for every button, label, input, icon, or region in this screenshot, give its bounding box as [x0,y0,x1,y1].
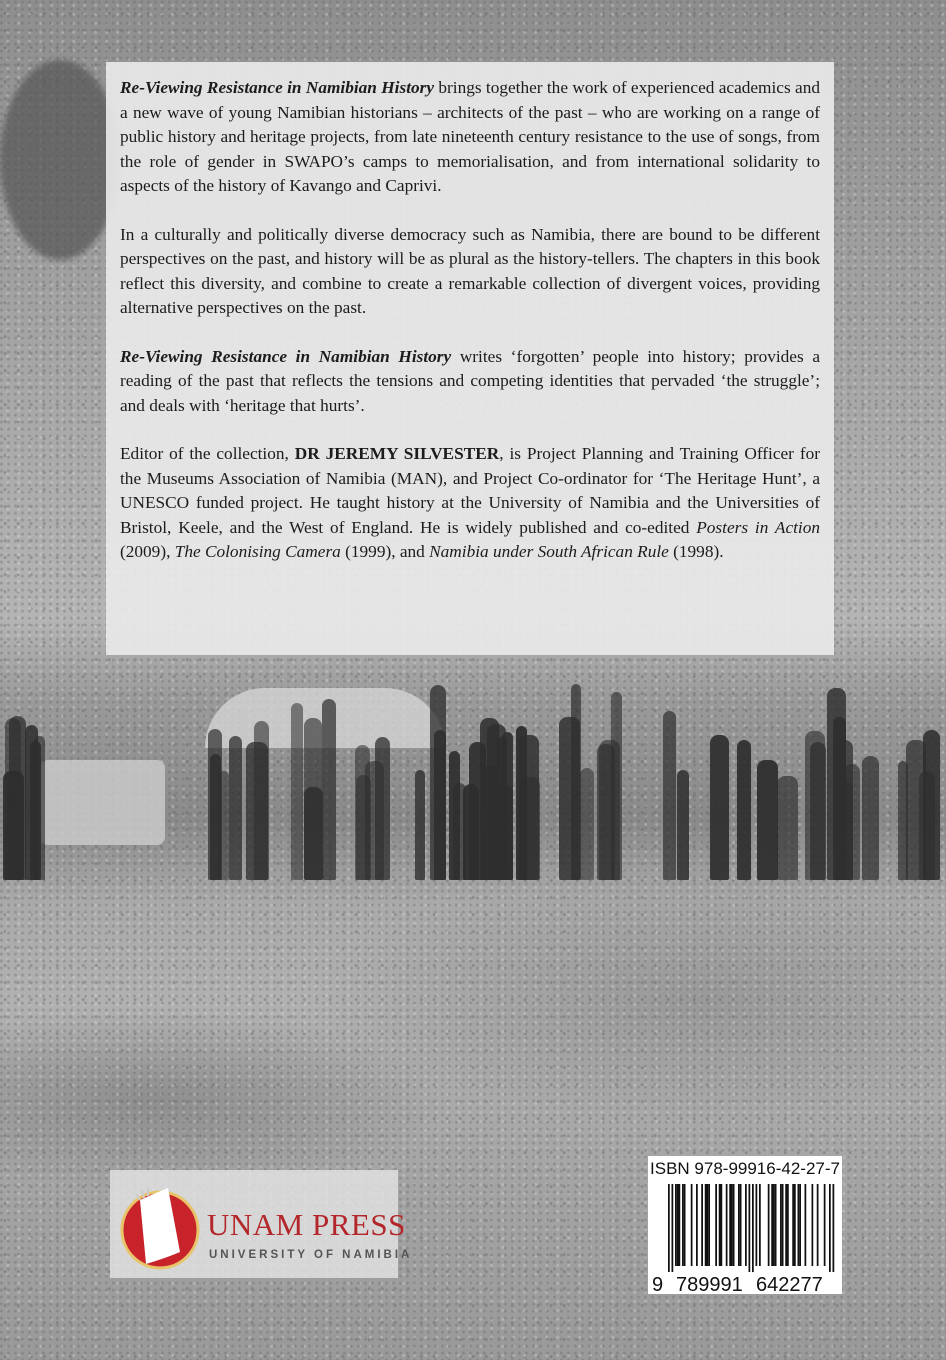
barcode-bar [733,1184,735,1266]
crowd-figure [842,782,853,880]
crowd-figure [519,735,540,880]
crowd-figure [375,737,390,880]
barcode-bar [738,1184,740,1266]
crowd-figure [291,703,303,880]
barcode-bar [773,1184,775,1266]
crowd-figure [757,760,777,880]
publisher-subtitle: UNIVERSITY OF NAMIBIA [209,1249,413,1261]
barcode-bar [708,1184,710,1266]
isbn-label: ISBN 978-99916-42-27-7 [650,1159,840,1178]
barcode-bar [701,1184,703,1266]
barcode-bar [805,1184,807,1266]
book-title: Re-Viewing Resistance in Namibian History [120,78,435,97]
cover-photo-crowd [0,680,946,900]
bio-text: (2009), [120,542,175,561]
paragraph-text: writes ‘forgotten’ people into history; provides a reading of the past that reflects the tensions and competing identities that pervaded ‘the struggle’; and deals with ‘heritage that hurts’. [120,346,821,415]
barcode-bar [768,1184,770,1266]
barcode-bar [780,1184,782,1266]
crowd-figure [599,740,620,880]
barcode-bar [817,1184,819,1266]
paragraph-text: brings together the work of experienced academics and a new wave of young Namibian historians – architects of the past – who are working on a range of public history and heritage projects, from late nineteenth century resistance to the use of songs, from the role of gender in SWAPO’s camps to memorialisation, and from international solidarity to aspects of the history of Kavango and Caprivi. [120,78,820,195]
barcode-bar [731,1184,733,1266]
barcode-bar [675,1184,677,1266]
barcode-bar [759,1184,761,1266]
barcode-bar [749,1184,751,1272]
crowd-figure [571,684,581,880]
barcode-bar [833,1184,835,1272]
crowd-figure [737,740,751,880]
book-emblem-icon [118,1180,206,1270]
editor-name: DR JEREMY SILVESTER [294,444,500,463]
bio-text: Editor of the collection, [120,444,295,463]
barcode-bar [691,1184,693,1266]
crowd-figure [25,725,38,880]
barcode-bar [677,1184,679,1266]
crowd-figure [304,718,322,880]
blurb-paragraph-3 [120,345,820,419]
barcode-bar [707,1184,709,1266]
crowd-figure [322,699,336,880]
bio-text: , is Project Planning and Training Officer for the Museums Association of Namibia (MAN), and Project Co-ordinator for ‘The Heritage Hunt’, a UNESCO funded project. He taught history at the University of Namibia and the Universities of Bristol, Keele, and the West of England. He is widely published and co-edited [120,444,820,537]
crowd-figure [677,770,690,880]
barcode-bar [721,1184,723,1266]
barcode-bar [740,1184,742,1266]
barcode-bar [682,1184,684,1266]
crowd-figure [805,731,825,880]
publisher-name: UNAM PRESS [207,1207,406,1242]
crowd-figure [229,736,242,880]
barcode-bar [829,1184,831,1272]
book-title: Re-Viewing Resistance in Namibian History [120,346,452,366]
barcode-bar [812,1184,814,1266]
bio-text: (1998). [668,542,724,561]
blurb-panel [106,62,834,655]
barcode-bar [824,1184,826,1266]
barcode-bar [782,1184,784,1266]
book-reference: Namibia under South African Rule [429,542,669,561]
crowd-figure [415,770,425,880]
crowd-figure [502,732,513,880]
crowd-figure [777,776,798,880]
crowd-figure [923,730,941,880]
crowd-figure [710,735,729,880]
barcode-digits: 789991 [676,1274,743,1294]
crowd-figure [463,784,479,880]
barcode-bar [798,1184,800,1266]
barcode-bar [756,1184,758,1266]
blurb-paragraph-2 [120,223,820,321]
barcode-bar [684,1184,686,1266]
barcode-bar [679,1184,681,1266]
barcode-bar [799,1184,801,1266]
barcode-digits: 642277 [756,1274,823,1294]
barcode-bar [785,1184,787,1266]
barcode-bar [787,1184,789,1266]
isbn-barcode [648,1156,842,1294]
barcode-bar [729,1184,731,1266]
crowd-figure [580,768,594,880]
crowd-figure [663,711,676,880]
barcode-bar [752,1184,754,1272]
bio-text: (1999), and [340,542,430,561]
blurb-paragraph-1 [120,76,820,199]
barcode-bar [719,1184,721,1266]
barcode-bars [648,1182,842,1294]
barcode-bar [775,1184,777,1266]
barcode-bar [794,1184,796,1266]
crowd-figure [480,718,499,880]
editor-bio [120,442,820,565]
tree [0,60,120,260]
barcode-bar [668,1184,670,1272]
barcode-bar [696,1184,698,1266]
book-reference: Posters in Action [696,517,820,537]
barcode-bar [672,1184,674,1272]
barcode-bar [771,1184,773,1266]
crowd-figure [210,754,221,880]
paragraph-text: In a culturally and politically diverse democracy such as Namibia, there are bound to be different perspectives on the past, and history will be as plural as the history-tellers. The chapters in this book reflect this diversity, and combine to create a remarkable collection of divergent voices, providing alternative perspectives on the past. [120,224,820,317]
barcode-bar [726,1184,728,1266]
crowd-figure [430,685,445,880]
book-reference: The Colonising Camera [174,542,341,561]
publisher-logo [110,1170,413,1278]
crowd-figure [246,742,268,880]
barcode-bar [715,1184,717,1266]
barcode-bar [792,1184,794,1266]
barcode-bar [705,1184,707,1266]
crowd-figure [862,756,879,880]
crowd-figure [3,771,24,880]
barcode-digits: 9 [652,1274,664,1294]
crowd-figure [355,745,370,880]
barcode-bar [745,1184,747,1266]
